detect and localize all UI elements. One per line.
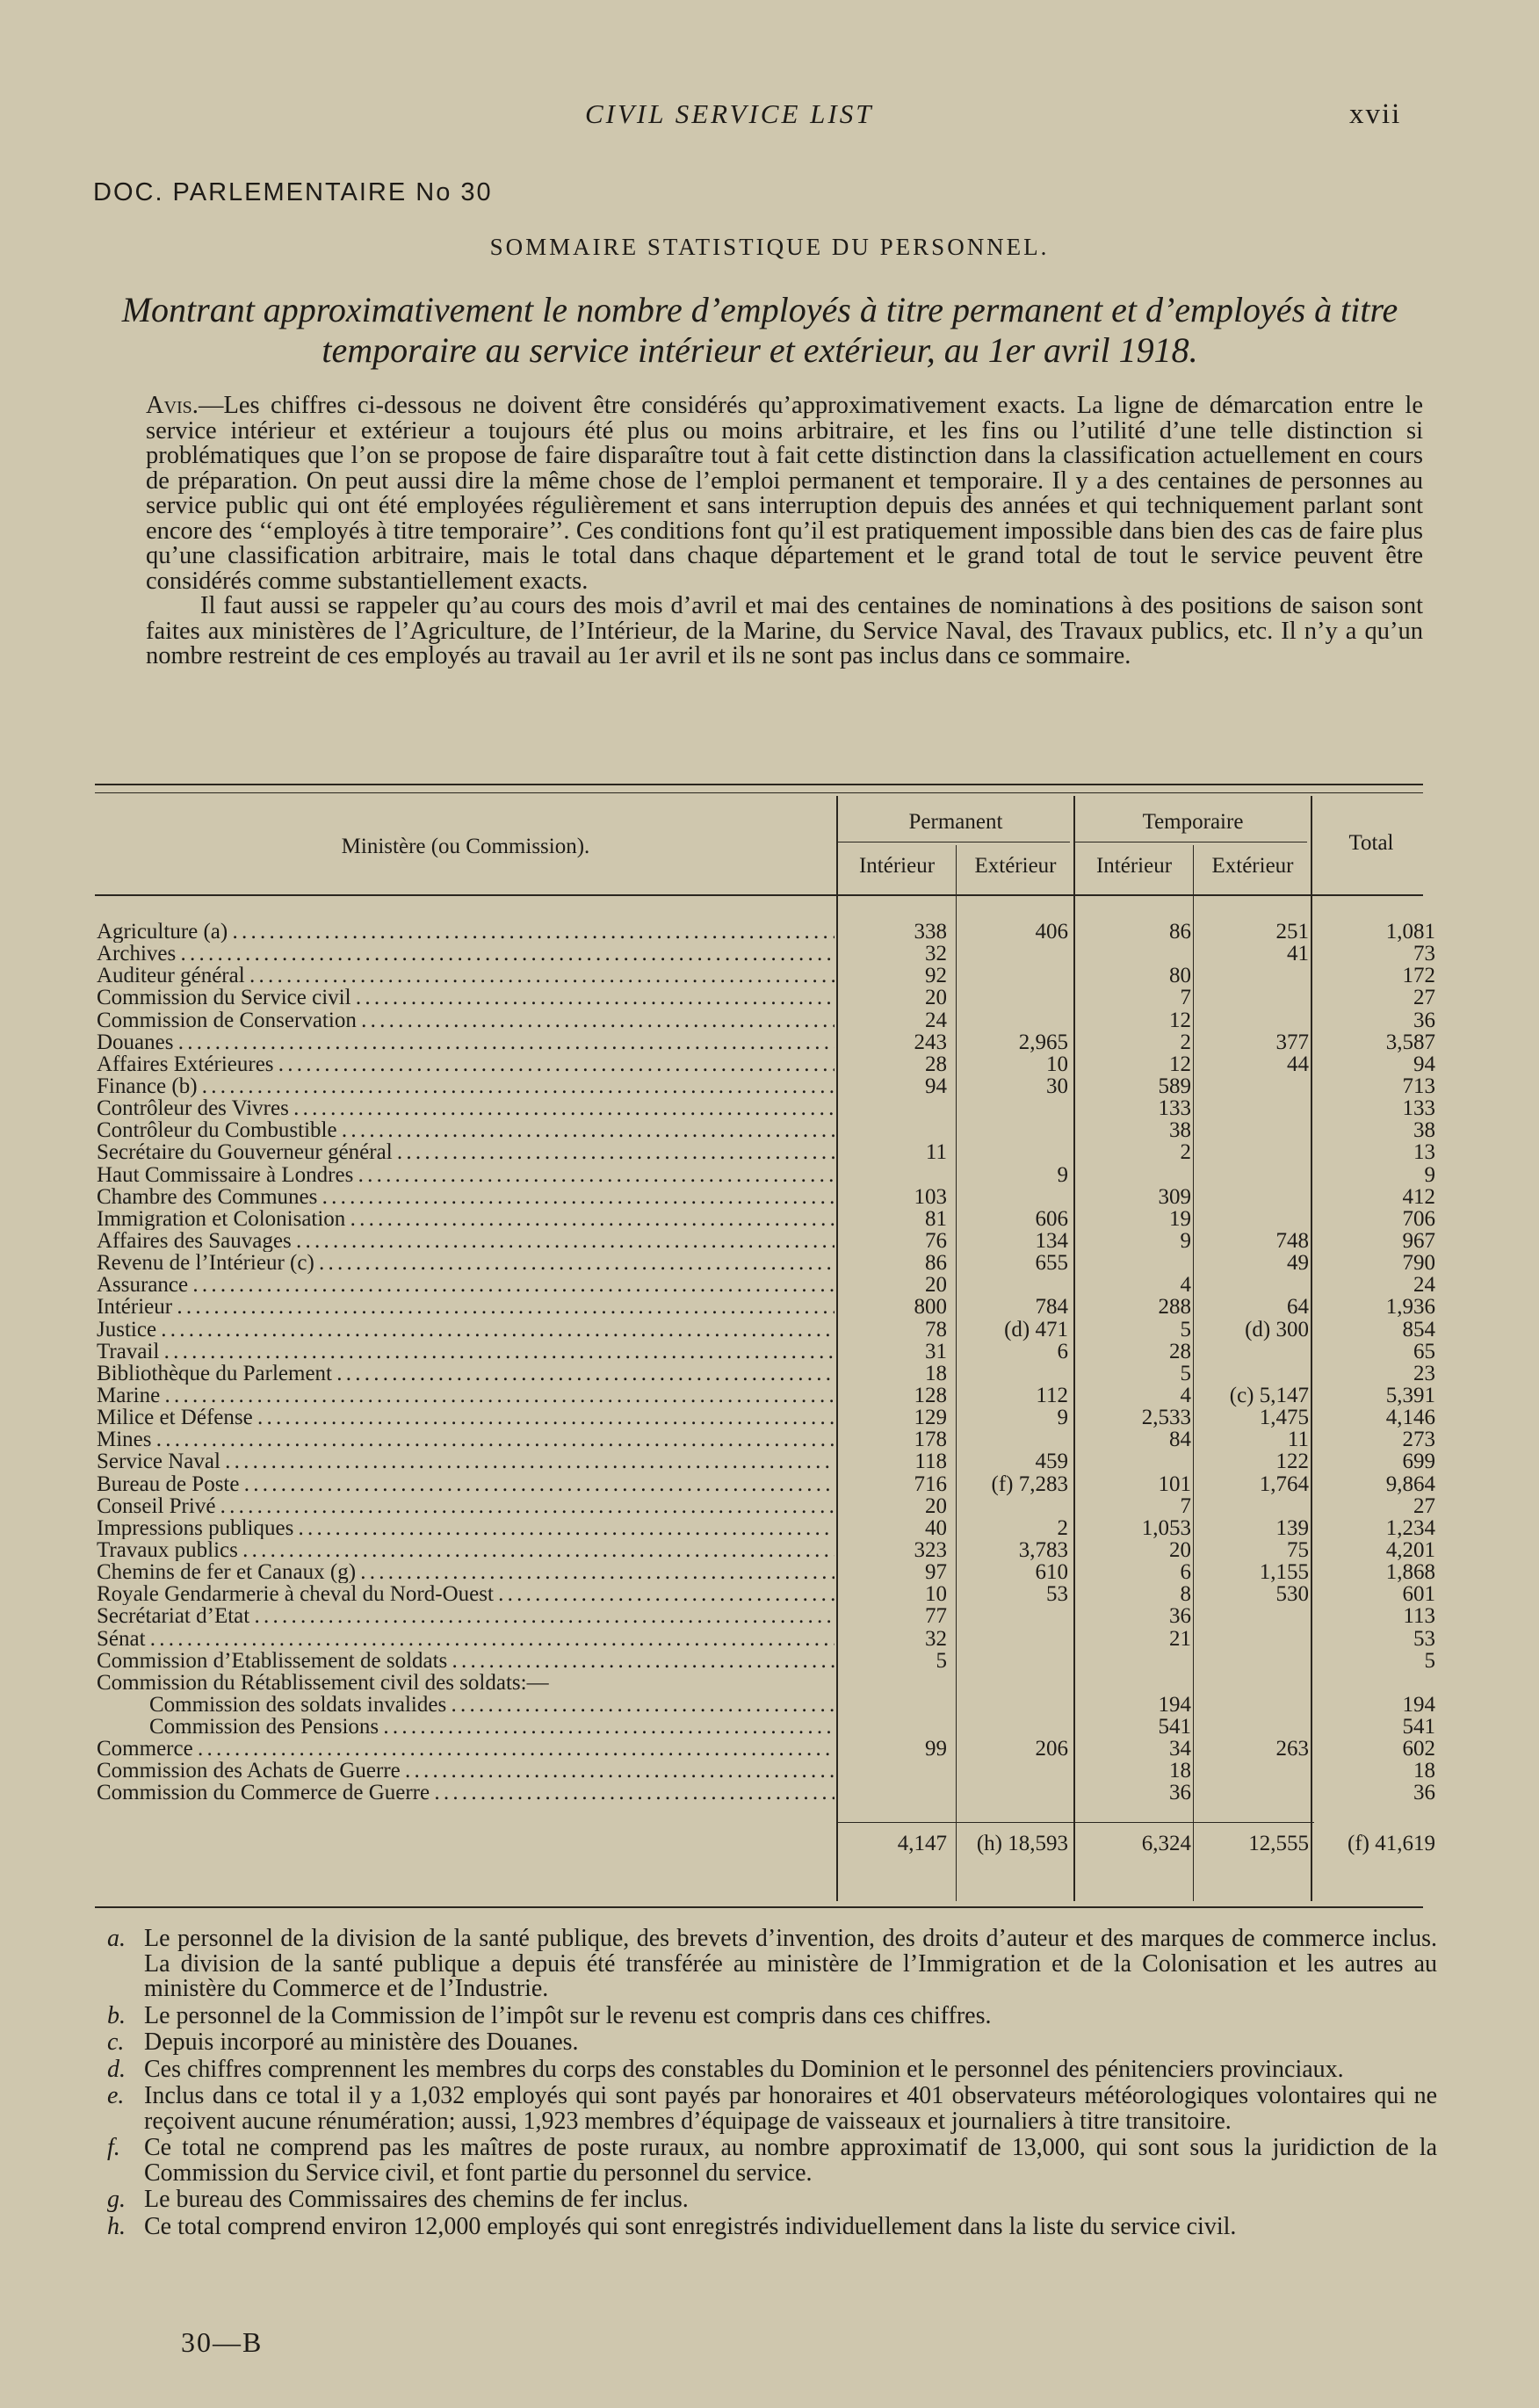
row-total: 4,201 bbox=[1385, 1537, 1435, 1562]
footnote bbox=[100, 2187, 1437, 2213]
row-total: 13 bbox=[1413, 1140, 1435, 1165]
table-row bbox=[0, 1119, 1539, 1141]
table-row bbox=[0, 1141, 1539, 1163]
total-temporaire-exterieur: 12,555 bbox=[1248, 1832, 1309, 1855]
temporaire-interieur: 19 bbox=[1169, 1206, 1191, 1231]
table-row bbox=[0, 1473, 1539, 1495]
footnote-mark: g. bbox=[107, 2186, 126, 2213]
table-body bbox=[0, 921, 1539, 1804]
permanent-interieur: 10 bbox=[925, 1582, 947, 1607]
permanent-interieur: 128 bbox=[914, 1383, 947, 1407]
table-row bbox=[0, 1561, 1539, 1583]
temporaire-interieur: 1,053 bbox=[1141, 1515, 1191, 1540]
temporaire-exterieur: 1,155 bbox=[1259, 1560, 1309, 1585]
footnote-mark: d. bbox=[107, 2055, 126, 2083]
temporaire-interieur: 2 bbox=[1180, 1030, 1191, 1054]
permanent-exterieur: 9 bbox=[1057, 1162, 1068, 1187]
permanent-exterieur: 3,783 bbox=[1018, 1537, 1068, 1562]
row-total: 73 bbox=[1413, 942, 1435, 966]
permanent-interieur: 11 bbox=[925, 1140, 947, 1165]
row-total: 706 bbox=[1402, 1206, 1435, 1231]
ministry-name: Royale Gendarmerie à cheval du Nord-Ouest . . . bbox=[97, 1583, 835, 1605]
header-total: Total bbox=[1348, 831, 1394, 855]
temporaire-exterieur: 44 bbox=[1287, 1052, 1309, 1076]
temporaire-exterieur: 263 bbox=[1275, 1737, 1309, 1761]
temporaire-interieur: 589 bbox=[1158, 1074, 1191, 1098]
row-total: 36 bbox=[1413, 1781, 1435, 1805]
row-total: 194 bbox=[1402, 1692, 1435, 1717]
ministry-name: Commission d’Etablissement de soldats . . . bbox=[97, 1650, 835, 1672]
permanent-interieur: 323 bbox=[914, 1537, 947, 1562]
header-temporaire-exterieur: Extérieur bbox=[1211, 854, 1294, 878]
ministry-name: Intérieur . . . bbox=[97, 1296, 835, 1318]
permanent-interieur: 31 bbox=[925, 1339, 947, 1363]
table-row bbox=[0, 1583, 1539, 1605]
row-total: 967 bbox=[1402, 1228, 1435, 1253]
row-total: 36 bbox=[1413, 1008, 1435, 1032]
row-total: 27 bbox=[1413, 1493, 1435, 1518]
table-row bbox=[0, 1539, 1539, 1561]
permanent-exterieur: 784 bbox=[1035, 1295, 1068, 1320]
table-row bbox=[0, 1428, 1539, 1450]
document-reference: DOC. PARLEMENTAIRE No 30 bbox=[93, 178, 493, 206]
table-top-rule bbox=[95, 784, 1423, 785]
permanent-exterieur: 610 bbox=[1035, 1560, 1068, 1585]
table-row bbox=[0, 1716, 1539, 1738]
ministry-name: Mines . . . bbox=[97, 1428, 835, 1450]
ministry-name: Assurance . . . bbox=[97, 1274, 835, 1296]
ministry-name: Douanes . . . bbox=[97, 1031, 835, 1053]
footnote bbox=[100, 2136, 1437, 2186]
permanent-interieur: 97 bbox=[925, 1560, 947, 1585]
table-row bbox=[0, 1385, 1539, 1406]
temporaire-interieur: 80 bbox=[1169, 964, 1191, 988]
footnote-text: Le bureau des Commissaires des chemins de fer inclus. bbox=[144, 2186, 689, 2213]
row-total: 1,234 bbox=[1385, 1515, 1435, 1540]
permanent-interieur: 32 bbox=[925, 1626, 947, 1651]
permanent-exterieur: 53 bbox=[1046, 1582, 1068, 1607]
total-temporaire-interieur: 6,324 bbox=[1141, 1832, 1191, 1855]
row-total: 5,391 bbox=[1385, 1383, 1435, 1407]
temporaire-interieur: 5 bbox=[1180, 1317, 1191, 1341]
table-row bbox=[0, 1694, 1539, 1716]
ministry-name: Commission des Achats de Guerre . . . bbox=[97, 1760, 835, 1782]
footnote-text: Ce total comprend environ 12,000 employés qui sont enregistrés individuellement dans la liste du service civil. bbox=[144, 2212, 1237, 2240]
permanent-interieur: 77 bbox=[925, 1604, 947, 1629]
table-row bbox=[0, 1252, 1539, 1274]
table-row bbox=[0, 1274, 1539, 1296]
row-total: 790 bbox=[1402, 1251, 1435, 1276]
temporaire-interieur: 288 bbox=[1158, 1295, 1191, 1320]
footnote bbox=[100, 1927, 1437, 2002]
signature-mark: 30—B bbox=[181, 2326, 264, 2358]
temporaire-interieur: 5 bbox=[1180, 1361, 1191, 1385]
permanent-interieur: 86 bbox=[925, 1251, 947, 1276]
permanent-interieur: 716 bbox=[914, 1472, 947, 1496]
total-permanent-exterieur: (h) 18,593 bbox=[976, 1832, 1068, 1855]
permanent-interieur: 20 bbox=[925, 986, 947, 1010]
table-bottom-rule bbox=[95, 1906, 1423, 1908]
totals-rule bbox=[838, 1822, 1314, 1823]
row-total: 601 bbox=[1402, 1582, 1435, 1607]
ministry-name: Affaires des Sauvages . . . bbox=[97, 1230, 835, 1252]
permanent-interieur: 28 bbox=[925, 1052, 947, 1076]
ministry-name: Haut Commissaire à Londres . . . bbox=[97, 1164, 835, 1186]
permanent-interieur: 99 bbox=[925, 1737, 947, 1761]
permanent-exterieur: 655 bbox=[1035, 1251, 1068, 1276]
permanent-interieur: 76 bbox=[925, 1228, 947, 1253]
row-total: 412 bbox=[1402, 1184, 1435, 1209]
row-total: 713 bbox=[1402, 1074, 1435, 1098]
footnotes bbox=[100, 1927, 1437, 2241]
footnote-mark: e. bbox=[107, 2082, 125, 2109]
header-permanent: Permanent bbox=[908, 810, 1003, 834]
temporaire-exterieur: 1,475 bbox=[1259, 1406, 1309, 1430]
table-row bbox=[0, 1760, 1539, 1782]
row-total: 1,081 bbox=[1385, 920, 1435, 944]
temporaire-interieur: 8 bbox=[1180, 1582, 1191, 1607]
temporaire-exterieur: (c) 5,147 bbox=[1229, 1383, 1309, 1407]
permanent-exterieur: (f) 7,283 bbox=[991, 1472, 1068, 1496]
ministry-name: Commission du Commerce de Guerre . . . bbox=[97, 1782, 835, 1804]
footnote bbox=[100, 2212, 1437, 2240]
permanent-interieur: 40 bbox=[925, 1515, 947, 1540]
ministry-name: Bureau de Poste . . . bbox=[97, 1473, 835, 1495]
ministry-name: Affaires Extérieures . . . bbox=[97, 1053, 835, 1075]
temporaire-exterieur: 748 bbox=[1275, 1228, 1309, 1253]
temporaire-interieur: 2 bbox=[1180, 1140, 1191, 1165]
footnote-text: Inclus dans ce total il y a 1,032 employés qui sont payés par honoraires et 401 observateurs météorologiques volontaires qui ne reçoivent aucune rénumération; aussi, 1,923 membres d’équipage de vaisseaux et journaliers à titre transitoire. bbox=[144, 2082, 1437, 2135]
table-row bbox=[0, 1319, 1539, 1341]
permanent-interieur: 20 bbox=[925, 1493, 947, 1518]
footnote-mark: f. bbox=[107, 2134, 120, 2161]
ministry-name: Travail . . . bbox=[97, 1341, 835, 1363]
temporaire-interieur: 12 bbox=[1169, 1008, 1191, 1032]
table-row bbox=[0, 1406, 1539, 1428]
temporaire-interieur: 21 bbox=[1169, 1626, 1191, 1651]
header-temporaire-interieur: Intérieur bbox=[1095, 854, 1173, 878]
table-row bbox=[0, 1628, 1539, 1650]
header-ministry: Ministère (ou Commission). bbox=[341, 835, 590, 858]
footnote-text: Le personnel de la division de la santé publique, des brevets d’invention, des droits d’auteur et des marques de commerce inclus. La division de la santé publique a depuis été transférée au ministère de l’Immigration et de la Colonisation et les autres au ministère du Commerce et de l’Industrie. bbox=[144, 1925, 1437, 2002]
row-total: 113 bbox=[1403, 1604, 1435, 1629]
temporaire-exterieur: 75 bbox=[1287, 1537, 1309, 1562]
row-total: 273 bbox=[1402, 1428, 1435, 1452]
table-row bbox=[0, 943, 1539, 965]
table-row bbox=[0, 1009, 1539, 1031]
temporaire-exterieur: 64 bbox=[1287, 1295, 1309, 1320]
permanent-interieur: 94 bbox=[925, 1074, 947, 1098]
temporaire-interieur: 36 bbox=[1169, 1604, 1191, 1629]
temporaire-exterieur: 11 bbox=[1287, 1428, 1309, 1452]
table-row bbox=[0, 1450, 1539, 1472]
ministry-name: Secrétariat d’Etat . . . bbox=[97, 1605, 835, 1627]
table-row bbox=[0, 1605, 1539, 1627]
permanent-interieur: 32 bbox=[925, 942, 947, 966]
temporaire-exterieur: 530 bbox=[1275, 1582, 1309, 1607]
table-row bbox=[0, 1738, 1539, 1760]
table-row bbox=[0, 1517, 1539, 1539]
notice-paragraph-2: Il faut aussi se rappeler qu’au cours des mois d’avril et mai des centaines de nominations à des positions de saison sont faites aux ministères de l’Agriculture, de l’Intérieur, de la Marine, du Service Naval, des Travaux publics, etc. Il n’y a qu’un nombre restreint de ces employés au travail au 1er avril et ils ne sont pas inclus dans ce sommaire. bbox=[146, 592, 1423, 669]
row-total: 133 bbox=[1402, 1096, 1435, 1121]
ministry-name: Travaux publics . . . bbox=[97, 1539, 835, 1561]
table-row bbox=[0, 1495, 1539, 1517]
temporaire-interieur: 7 bbox=[1180, 1493, 1191, 1518]
ministry-name: Sénat . . . bbox=[97, 1628, 835, 1650]
permanent-interieur: 800 bbox=[914, 1295, 947, 1320]
temporaire-interieur: 9 bbox=[1180, 1228, 1191, 1253]
footnote-text: Le personnel de la Commission de l’impôt sur le revenu est compris dans ces chiffres. bbox=[144, 2001, 992, 2029]
permanent-interieur: 129 bbox=[914, 1406, 947, 1430]
footnote-mark: c. bbox=[107, 2028, 125, 2056]
footnote-mark: h. bbox=[107, 2212, 126, 2240]
temporaire-interieur: 36 bbox=[1169, 1781, 1191, 1805]
temporaire-exterieur: 251 bbox=[1275, 920, 1309, 944]
temporaire-interieur: 541 bbox=[1158, 1715, 1191, 1739]
temporaire-exterieur: 49 bbox=[1287, 1251, 1309, 1276]
row-total: 4,146 bbox=[1385, 1406, 1435, 1430]
permanent-exterieur: 6 bbox=[1057, 1339, 1068, 1363]
row-total: 3,587 bbox=[1385, 1030, 1435, 1054]
footnote bbox=[100, 2001, 1437, 2029]
permanent-interieur: 81 bbox=[925, 1206, 947, 1231]
permanent-exterieur: 10 bbox=[1046, 1052, 1068, 1076]
ministry-name: Commission du Rétablissement civil des soldats:— bbox=[97, 1671, 549, 1694]
table-row bbox=[0, 1296, 1539, 1318]
permanent-interieur: 243 bbox=[914, 1030, 947, 1054]
row-total: 1,936 bbox=[1385, 1295, 1435, 1320]
table-row bbox=[0, 921, 1539, 943]
ministry-name: Justice . . . bbox=[97, 1319, 835, 1341]
row-total: 1,868 bbox=[1385, 1560, 1435, 1585]
row-total: 94 bbox=[1413, 1052, 1435, 1076]
table-row bbox=[0, 1031, 1539, 1053]
header-temporaire: Temporaire bbox=[1142, 810, 1244, 834]
permanent-exterieur: 30 bbox=[1046, 1074, 1068, 1098]
temporaire-exterieur: 377 bbox=[1275, 1030, 1309, 1054]
footnote bbox=[100, 2057, 1437, 2083]
ministry-name: Impressions publiques . . . bbox=[97, 1517, 835, 1539]
ministry-name: Commission des Pensions . . . bbox=[149, 1716, 835, 1738]
table-row bbox=[0, 1186, 1539, 1208]
table-row bbox=[0, 987, 1539, 1009]
row-total: 23 bbox=[1413, 1361, 1435, 1385]
temporaire-interieur: 101 bbox=[1158, 1472, 1191, 1496]
table-row bbox=[0, 1208, 1539, 1230]
header-permanent-exterieur: Extérieur bbox=[974, 854, 1057, 878]
ministry-name: Service Naval . . . bbox=[97, 1450, 835, 1472]
permanent-interieur: 103 bbox=[914, 1184, 947, 1209]
temporaire-interieur: 194 bbox=[1158, 1692, 1191, 1717]
permanent-interieur: 338 bbox=[914, 920, 947, 944]
ministry-name: Chambre des Communes . . . bbox=[97, 1186, 835, 1208]
temporaire-interieur: 84 bbox=[1169, 1428, 1191, 1452]
ministry-name: Commerce . . . bbox=[97, 1738, 835, 1760]
section-subtitle: Montrant approximativement le nombre d’employés à titre permanent et d’employés à titre temporaire au service intérieur et extérieur, au 1er avril 1918. bbox=[121, 290, 1398, 370]
footnote bbox=[100, 2030, 1437, 2056]
temporaire-interieur: 12 bbox=[1169, 1052, 1191, 1076]
table-row bbox=[0, 1650, 1539, 1672]
temporaire-interieur: 18 bbox=[1169, 1759, 1191, 1783]
temporaire-interieur: 2,533 bbox=[1141, 1406, 1191, 1430]
row-total: 18 bbox=[1413, 1759, 1435, 1783]
permanent-exterieur: 2,965 bbox=[1018, 1030, 1068, 1054]
permanent-interieur: 118 bbox=[914, 1450, 947, 1474]
temporaire-interieur: 38 bbox=[1169, 1118, 1191, 1143]
temporaire-interieur: 133 bbox=[1158, 1096, 1191, 1121]
temporaire-interieur: 28 bbox=[1169, 1339, 1191, 1363]
row-total: 65 bbox=[1413, 1339, 1435, 1363]
row-total: 699 bbox=[1402, 1450, 1435, 1474]
row-total: 602 bbox=[1402, 1737, 1435, 1761]
running-head bbox=[0, 98, 1539, 134]
permanent-exterieur: (d) 471 bbox=[1004, 1317, 1068, 1341]
table-row bbox=[0, 1672, 1539, 1694]
table-row bbox=[0, 1341, 1539, 1363]
temporaire-interieur: 309 bbox=[1158, 1184, 1191, 1209]
page-number: xvii bbox=[1349, 98, 1402, 130]
table-row bbox=[0, 1164, 1539, 1186]
table-row bbox=[0, 965, 1539, 987]
permanent-interieur: 5 bbox=[936, 1648, 947, 1673]
grand-total: (f) 41,619 bbox=[1348, 1832, 1435, 1855]
row-total: 9,864 bbox=[1385, 1472, 1435, 1496]
permanent-exterieur: 406 bbox=[1035, 920, 1068, 944]
total-permanent-interieur: 4,147 bbox=[897, 1832, 947, 1855]
ministry-name: Finance (b) . . . bbox=[97, 1075, 835, 1097]
permanent-exterieur: 459 bbox=[1035, 1450, 1068, 1474]
header-permanent-interieur: Intérieur bbox=[858, 854, 936, 878]
row-total: 9 bbox=[1424, 1162, 1435, 1187]
row-total: 854 bbox=[1402, 1317, 1435, 1341]
ministry-name: Archives . . . bbox=[97, 943, 835, 965]
temporaire-exterieur: 41 bbox=[1287, 942, 1309, 966]
header-bottom-rule bbox=[95, 894, 1423, 896]
ministry-name: Bibliothèque du Parlement . . . bbox=[97, 1363, 835, 1385]
table-row bbox=[0, 1230, 1539, 1252]
permanent-interieur: 178 bbox=[914, 1428, 947, 1452]
footnote-mark: b. bbox=[107, 2001, 126, 2029]
row-total: 172 bbox=[1402, 964, 1435, 988]
ministry-name: Conseil Privé . . . bbox=[97, 1495, 835, 1517]
temporaire-interieur: 34 bbox=[1169, 1737, 1191, 1761]
table-row bbox=[0, 1053, 1539, 1075]
permanent-exterieur: 606 bbox=[1035, 1206, 1068, 1231]
temporaire-interieur: 4 bbox=[1180, 1383, 1191, 1407]
ministry-name: Commission des soldats invalides . . . bbox=[149, 1694, 835, 1716]
temporaire-exterieur: 139 bbox=[1275, 1515, 1309, 1540]
ministry-name: Contrôleur du Combustible . . . bbox=[97, 1119, 835, 1141]
ministry-name: Marine . . . bbox=[97, 1385, 835, 1406]
footnote-mark: a. bbox=[107, 1925, 126, 1952]
notice bbox=[146, 394, 1423, 669]
table-row bbox=[0, 1075, 1539, 1097]
ministry-name: Auditeur général . . . bbox=[97, 965, 835, 987]
footnote-text: Ces chiffres comprennent les membres du corps des constables du Dominion et le personnel des pénitenciers provinciaux. bbox=[144, 2055, 1344, 2083]
ministry-name: Commission de Conservation . . . bbox=[97, 1009, 835, 1031]
temporaire-interieur: 7 bbox=[1180, 986, 1191, 1010]
permanent-interieur: 20 bbox=[925, 1273, 947, 1298]
ministry-name: Milice et Défense . . . bbox=[97, 1406, 835, 1428]
table-top-rule-2 bbox=[95, 792, 1423, 793]
notice-text-1: —Les chiffres ci-dessous ne doivent être considérés qu’approximativement exacts. La ligne de démarcation entre le service intérieur et extérieur a toujours été plus ou moins arbitraire, et les fins ou l’utilité d’une telle distinction si problématiques que l’on se propose de faire disparaître tout à fait cette distinction dans la classification actuellement en cours de préparation. On peut aussi dire la même chose de l’emploi permanent et temporaire. Il y a des centaines de personnes au service public qui ont été employées régulièrement et sans interruption depuis des années et qui techniquement parlant sont encore des ‘‘employés à titre temporaire’’. Ces conditions font qu’il est pratiquement impossible dans bien des cas de faire plus qu’une classification arbitraire, mais le total dans chaque département et le grand total de tout le service peuvent être considérés comme substantiellement exacts. bbox=[146, 392, 1423, 595]
table-row bbox=[0, 1782, 1539, 1804]
row-total: 24 bbox=[1413, 1273, 1435, 1298]
row-total: 27 bbox=[1413, 986, 1435, 1010]
running-title: CIVIL SERVICE LIST bbox=[585, 98, 874, 129]
temporaire-exterieur: 1,764 bbox=[1259, 1472, 1309, 1496]
temporaire-interieur: 20 bbox=[1169, 1537, 1191, 1562]
table-row bbox=[0, 1097, 1539, 1119]
ministry-name: Revenu de l’Intérieur (c) . . . bbox=[97, 1252, 835, 1274]
table-row bbox=[0, 1363, 1539, 1385]
notice-label: Avis. bbox=[146, 392, 199, 419]
permanent-interieur: 24 bbox=[925, 1008, 947, 1032]
ministry-name: Contrôleur des Vivres . . . bbox=[97, 1097, 835, 1119]
permanent-exterieur: 134 bbox=[1035, 1228, 1068, 1253]
permanent-exterieur: 206 bbox=[1035, 1737, 1068, 1761]
temporaire-interieur: 86 bbox=[1169, 920, 1191, 944]
row-total: 38 bbox=[1413, 1118, 1435, 1143]
row-total: 53 bbox=[1413, 1626, 1435, 1651]
permanent-interieur: 18 bbox=[925, 1361, 947, 1385]
footnote-text: Ce total ne comprend pas les maîtres de poste ruraux, au nombre approximatif de 13,000, qui sont sous la juridiction de la Commission du Service civil, et font partie du personnel du service. bbox=[144, 2134, 1437, 2187]
ministry-name: Commission du Service civil . . . bbox=[97, 987, 835, 1009]
section-heading: SOMMAIRE STATISTIQUE DU PERSONNEL. bbox=[489, 234, 1050, 260]
permanent-exterieur: 9 bbox=[1057, 1406, 1068, 1430]
permanent-exterieur: 112 bbox=[1036, 1383, 1068, 1407]
row-total: 5 bbox=[1424, 1648, 1435, 1673]
notice-paragraph-1 bbox=[146, 394, 1423, 594]
footnote-text: Depuis incorporé au ministère des Douanes. bbox=[144, 2028, 579, 2056]
permanent-interieur: 92 bbox=[925, 964, 947, 988]
ministry-name: Chemins de fer et Canaux (g) . . . bbox=[97, 1561, 835, 1583]
permanent-exterieur: 2 bbox=[1057, 1515, 1068, 1540]
ministry-name: Secrétaire du Gouverneur général . . . bbox=[97, 1141, 835, 1163]
temporaire-exterieur: (d) 300 bbox=[1245, 1317, 1309, 1341]
temporaire-exterieur: 122 bbox=[1275, 1450, 1309, 1474]
ministry-name: Agriculture (a) . . . bbox=[97, 921, 835, 943]
permanent-interieur: 78 bbox=[925, 1317, 947, 1341]
footnote bbox=[100, 2084, 1437, 2134]
ministry-name: Immigration et Colonisation . . . bbox=[97, 1208, 835, 1230]
temporaire-interieur: 4 bbox=[1180, 1273, 1191, 1298]
temporaire-interieur: 6 bbox=[1180, 1560, 1191, 1585]
row-total: 541 bbox=[1402, 1715, 1435, 1739]
